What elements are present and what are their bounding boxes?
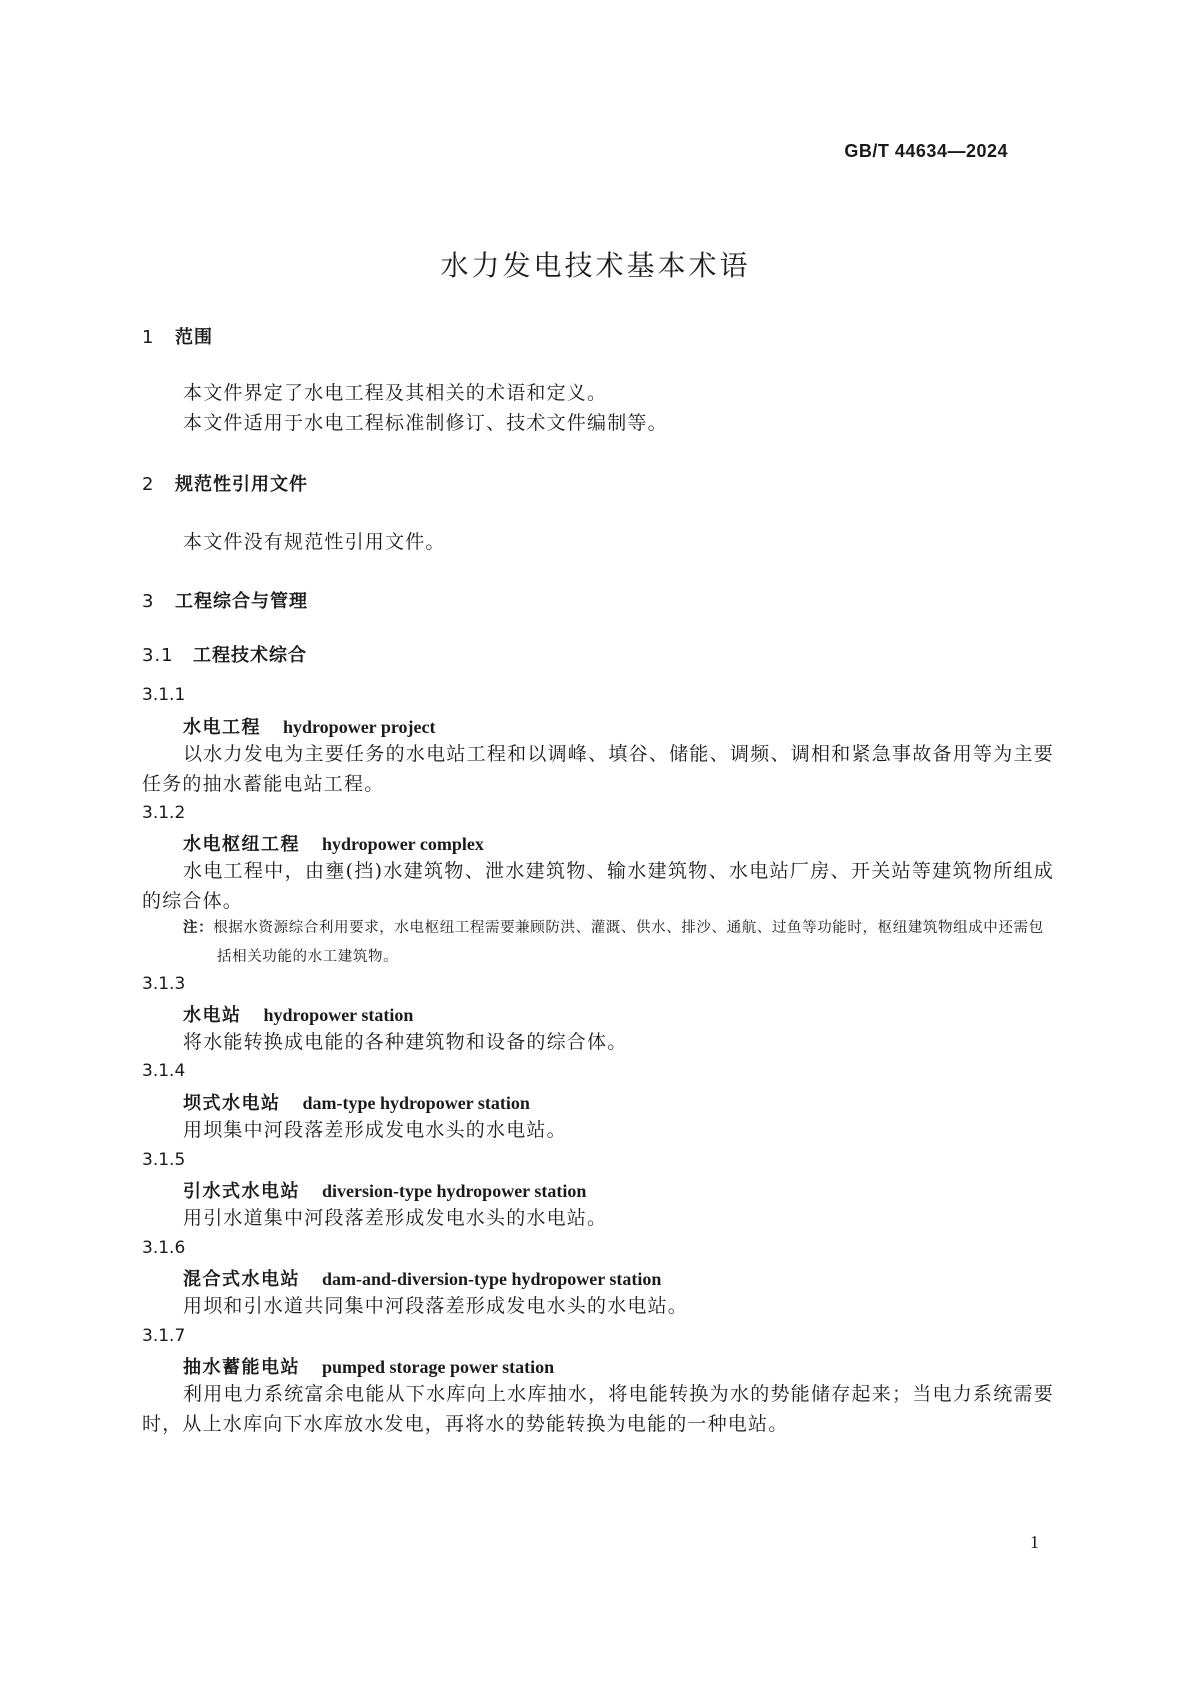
section-number: 3.1 — [142, 645, 174, 666]
note-text: 根据水资源综合利用要求，水电枢纽工程需要兼顾防洪、灌溉、供水、排沙、通航、过鱼等功能时，枢纽建筑物组成中还需包括相关功能的水工建筑物。 — [213, 920, 1044, 965]
term-english: hydropower complex — [322, 834, 484, 854]
document-title: 水力发电技术基本术语 — [440, 249, 751, 282]
section-1-heading — [142, 323, 213, 349]
term-number: 3.1.4 — [142, 1061, 186, 1081]
term-chinese: 抽水蓄能电站 — [183, 1357, 300, 1378]
term-heading — [183, 1177, 586, 1203]
section-number: 2 — [142, 474, 155, 495]
scope-paragraph-2: 本文件适用于水电工程标准制修订、技术文件编制等。 — [183, 412, 668, 434]
term-english: hydropower project — [283, 717, 436, 737]
term-english: diversion-type hydropower station — [322, 1181, 587, 1201]
term-definition: 用坝和引水道共同集中河段落差形成发电水头的水电站。 — [183, 1295, 689, 1317]
term-definition: 用坝集中河段落差形成发电水头的水电站。 — [183, 1119, 567, 1141]
term-chinese: 混合式水电站 — [183, 1269, 300, 1290]
section-title: 工程技术综合 — [193, 645, 307, 666]
term-chinese: 水电站 — [183, 1005, 242, 1026]
section-title: 范围 — [175, 327, 213, 348]
term-chinese: 坝式水电站 — [183, 1093, 281, 1114]
term-heading — [183, 1089, 530, 1115]
section-2-heading — [142, 470, 308, 496]
term-definition: 利用电力系统富余电能从下水库向上水库抽水，将电能转换为水的势能储存起来；当电力系统需要时，从上水库向下水库放水发电，再将水的势能转换为电能的一种电站。 — [142, 1383, 1054, 1435]
term-english: hydropower station — [263, 1005, 414, 1025]
term-heading — [183, 1265, 661, 1291]
term-number: 3.1.6 — [142, 1238, 186, 1258]
term-chinese: 引水式水电站 — [183, 1181, 300, 1202]
section-3-1-heading — [142, 641, 307, 667]
standard-code: GB/T 44634—2024 — [844, 141, 1008, 161]
term-number: 3.1.2 — [142, 803, 186, 823]
term-note — [183, 914, 1054, 972]
normative-references-paragraph: 本文件没有规范性引用文件。 — [183, 531, 446, 553]
term-definition: 水电工程中，由壅(挡)水建筑物、泄水建筑物、输水建筑物、水电站厂房、开关站等建筑物所组成的综合体。 — [142, 860, 1054, 912]
term-english: dam-type hydropower station — [302, 1093, 530, 1113]
section-number: 3 — [142, 591, 155, 612]
term-number: 3.1.1 — [142, 685, 186, 705]
scope-paragraph-1: 本文件界定了水电工程及其相关的术语和定义。 — [183, 382, 608, 404]
note-label: 注： — [183, 920, 214, 936]
section-title: 规范性引用文件 — [175, 474, 308, 495]
term-heading — [183, 1001, 413, 1027]
term-number: 3.1.3 — [142, 974, 186, 994]
term-english: dam-and-diversion-type hydropower station — [322, 1269, 662, 1289]
term-english: pumped storage power station — [322, 1357, 555, 1377]
term-number: 3.1.5 — [142, 1150, 186, 1170]
term-heading — [183, 830, 484, 856]
section-3-heading — [142, 587, 308, 613]
term-heading — [183, 713, 436, 739]
term-chinese: 水电工程 — [183, 717, 261, 738]
term-definition: 用引水道集中河段落差形成发电水头的水电站。 — [183, 1207, 608, 1229]
term-definition: 以水力发电为主要任务的水电站工程和以调峰、填谷、储能、调频、调相和紧急事故备用等为主要任务的抽水蓄能电站工程。 — [142, 743, 1054, 795]
term-heading — [183, 1353, 554, 1379]
section-title: 工程综合与管理 — [175, 591, 308, 612]
term-number: 3.1.7 — [142, 1326, 186, 1346]
term-chinese: 水电枢纽工程 — [183, 834, 300, 855]
term-definition: 将水能转换成电能的各种建筑物和设备的综合体。 — [183, 1031, 628, 1053]
page-number: 1 — [1030, 1532, 1039, 1552]
section-number: 1 — [142, 327, 155, 348]
